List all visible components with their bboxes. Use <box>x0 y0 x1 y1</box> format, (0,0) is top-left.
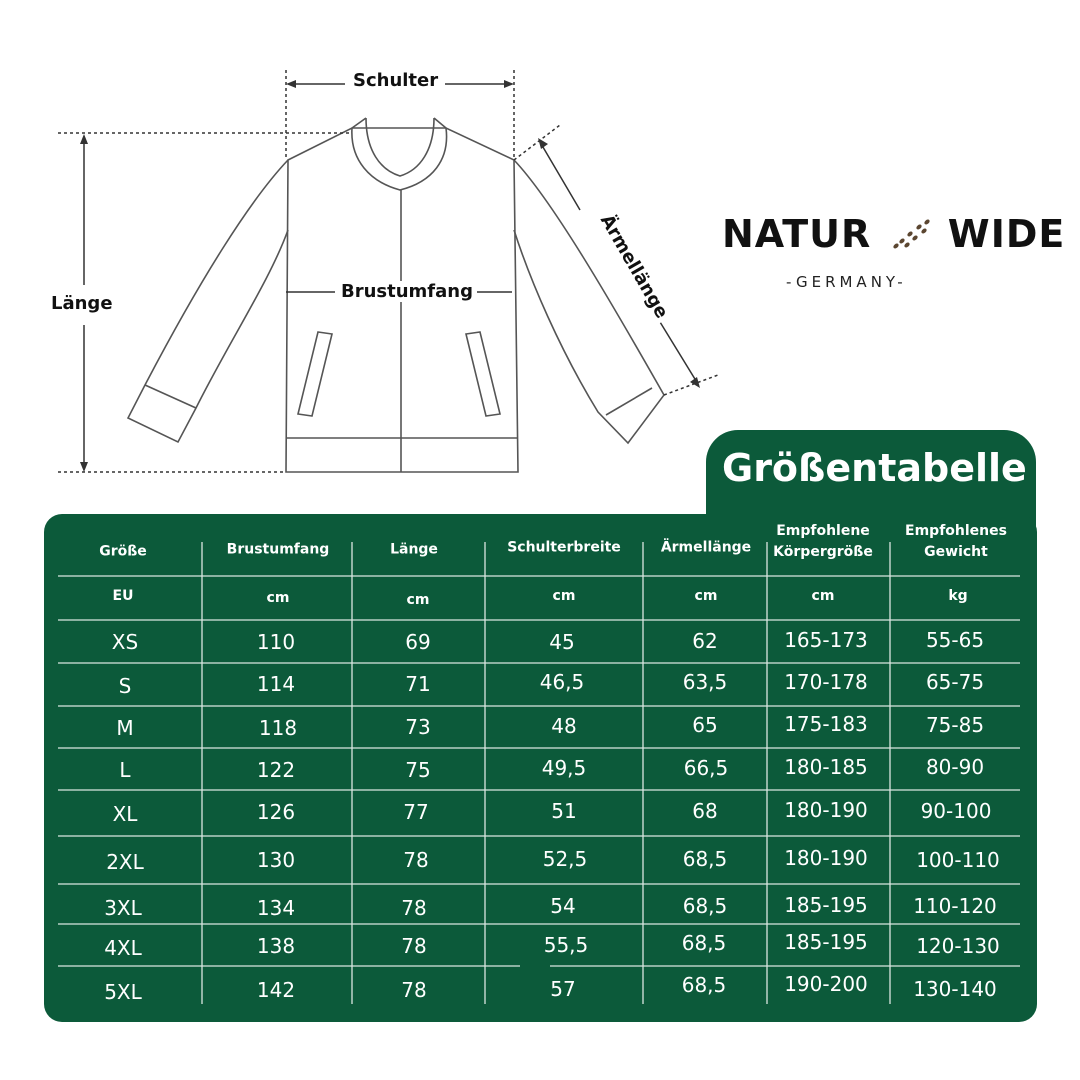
table-cell: 51 <box>551 799 577 823</box>
table-cell: 52,5 <box>542 847 588 871</box>
table-cell: 3XL <box>104 896 142 920</box>
table-cell: 46,5 <box>539 670 585 694</box>
table-cell: 68 <box>692 799 718 823</box>
header-length: Länge <box>390 541 438 558</box>
table-cell: 130 <box>256 848 296 872</box>
jacket-left-pocket <box>298 332 332 416</box>
table-cell: 68,5 <box>681 931 727 955</box>
header-shoulder: Schulterbreite <box>507 539 621 556</box>
table-cell: 180-185 <box>784 755 868 779</box>
table-cell: 142 <box>256 978 296 1002</box>
table-cell: 73 <box>405 715 431 739</box>
table-cell: 110-120 <box>913 894 997 918</box>
table-cell: 114 <box>256 672 296 696</box>
header-size: Größe <box>99 543 147 560</box>
shoulder-label: Schulter <box>349 70 442 91</box>
header-weight: Empfohlenes Gewicht <box>905 523 1007 560</box>
table-cell: 75-85 <box>925 713 985 737</box>
unit-length: cm <box>406 592 430 608</box>
jacket-left-sleeve <box>128 160 288 442</box>
table-cell: L <box>119 758 131 782</box>
table-cell: 4XL <box>104 936 142 960</box>
table-cell: 71 <box>405 672 431 696</box>
jacket-right-pocket <box>466 332 500 416</box>
length-label: Länge <box>47 293 117 314</box>
table-cell: 190-200 <box>784 972 868 996</box>
table-cell: XL <box>112 802 138 826</box>
brand-name-right: WIDE <box>947 212 1066 256</box>
table-cell: 68,5 <box>682 847 728 871</box>
table-cell: 78 <box>401 896 427 920</box>
table-cell: 90-100 <box>920 799 992 823</box>
unit-sleeve: cm <box>694 588 718 604</box>
table-cell: 80-90 <box>925 755 985 779</box>
table-cell: 110 <box>256 630 296 654</box>
header-height: Empfohlene Körpergröße <box>773 523 873 560</box>
table-cell: 77 <box>403 800 429 824</box>
table-cell: 78 <box>401 978 427 1002</box>
table-cell: 5XL <box>104 980 142 1004</box>
table-cell: 69 <box>405 630 431 654</box>
table-cell: 65 <box>692 713 718 737</box>
table-cell: 185-195 <box>784 930 868 954</box>
table-cell: 45 <box>549 630 575 654</box>
table-cell: 118 <box>258 716 298 740</box>
unit-shoulder: cm <box>552 588 576 604</box>
table-cell: XS <box>111 630 139 654</box>
table-cell: 49,5 <box>541 756 587 780</box>
unit-height: cm <box>811 588 835 604</box>
table-cell: 66,5 <box>683 756 729 780</box>
unit-size: EU <box>112 588 134 604</box>
table-cell: 126 <box>256 800 296 824</box>
table-cell: 175-183 <box>784 712 868 736</box>
size-table <box>44 514 1037 1022</box>
table-cell: 65-75 <box>925 670 985 694</box>
brand-logo <box>722 212 1065 256</box>
table-cell: 130-140 <box>913 977 997 1001</box>
table-cell: 55-65 <box>925 628 985 652</box>
table-cell: 180-190 <box>784 846 868 870</box>
table-cell: 134 <box>256 896 296 920</box>
table-cell: 120-130 <box>916 934 1000 958</box>
table-cell: 2XL <box>106 850 144 874</box>
table-cell: 122 <box>256 758 296 782</box>
table-cell: 78 <box>403 848 429 872</box>
table-cell: 100-110 <box>916 848 1000 872</box>
table-cell: 165-173 <box>784 628 868 652</box>
unit-chest: cm <box>266 590 290 606</box>
table-cell: 62 <box>692 629 718 653</box>
table-cell: 55,5 <box>543 933 589 957</box>
table-cell: S <box>118 674 132 698</box>
table-cell: 57 <box>550 977 576 1001</box>
sleeve-label: Ärmellänge <box>594 207 674 325</box>
table-cell: 170-178 <box>784 670 868 694</box>
brand-name-left: NATUR <box>722 212 872 256</box>
brand-subtitle: -GERMANY- <box>786 273 907 291</box>
table-cell: 68,5 <box>682 894 728 918</box>
table-cell: 54 <box>550 894 576 918</box>
footprints-icon <box>888 217 932 251</box>
unit-weight: kg <box>948 588 968 604</box>
page-title: Größentabelle <box>722 446 1027 490</box>
table-cell: 185-195 <box>784 893 868 917</box>
table-cell: 138 <box>256 934 296 958</box>
table-cell: 63,5 <box>682 670 728 694</box>
table-cell: 68,5 <box>681 973 727 997</box>
table-cell: 75 <box>405 758 431 782</box>
table-cell: 180-190 <box>784 798 868 822</box>
header-sleeve: Ärmellänge <box>660 539 752 556</box>
table-cell: 48 <box>551 714 577 738</box>
header-chest: Brustumfang <box>226 541 330 558</box>
table-cell: 78 <box>401 934 427 958</box>
table-cell: M <box>116 716 134 740</box>
chest-label: Brustumfang <box>337 281 477 302</box>
